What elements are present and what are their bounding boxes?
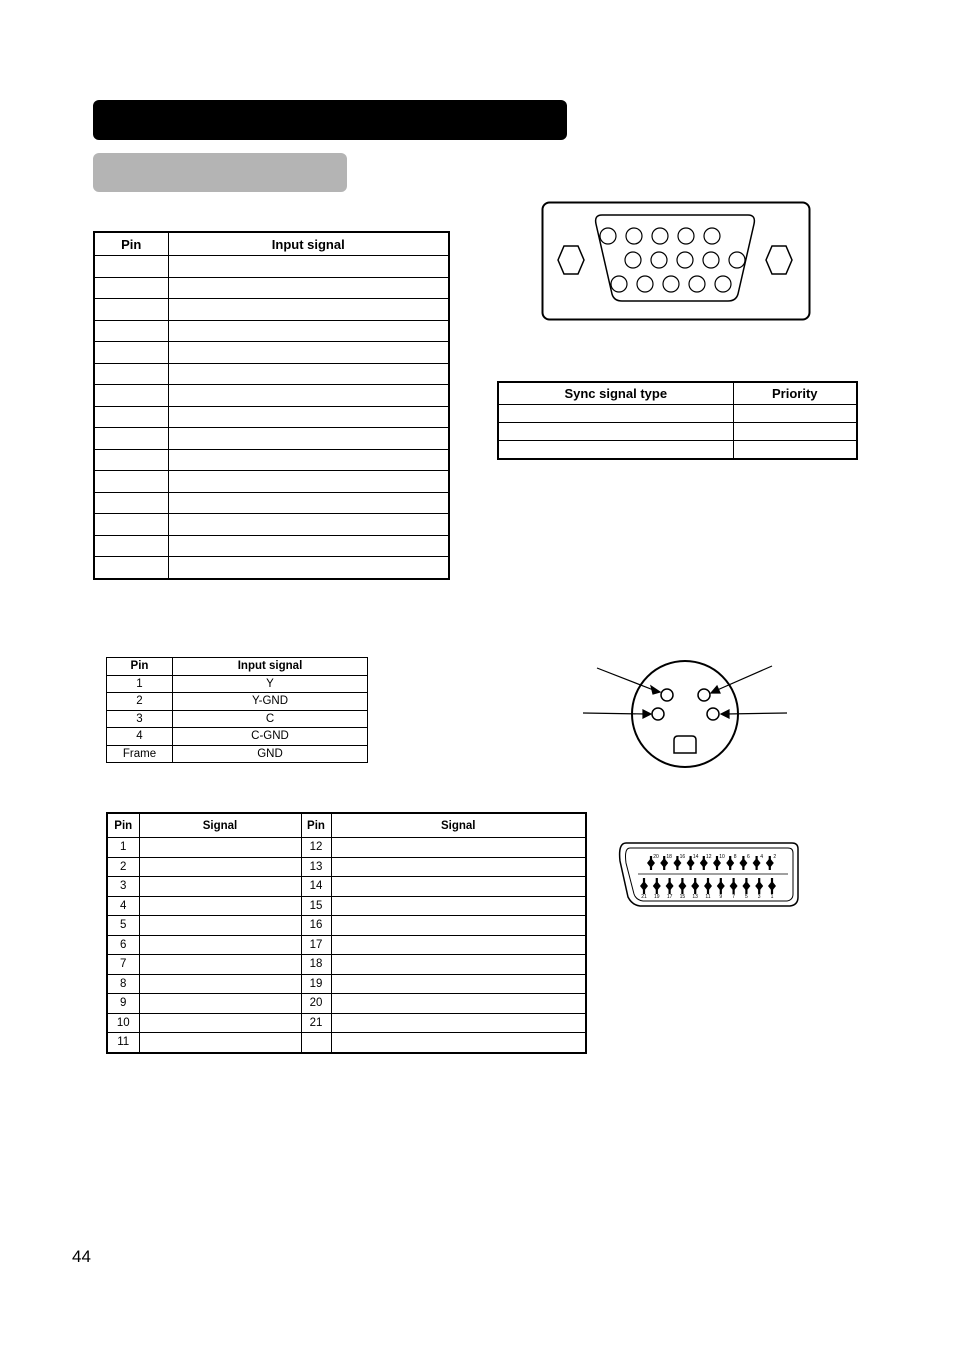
page-number: 44	[72, 1247, 91, 1266]
table-row	[107, 1033, 586, 1053]
subsection-title-bar	[93, 153, 347, 192]
scart-signal-b-cell	[331, 1033, 586, 1053]
table-row	[107, 728, 368, 746]
rgb-pin-cell	[94, 428, 168, 450]
scart-header-pin-b: Pin	[301, 813, 331, 838]
scart-pin-table	[106, 812, 587, 1054]
scart-pin-b-cell: 20	[301, 994, 331, 1014]
scart-pin-number: 6	[747, 854, 750, 860]
rgb-signal-cell	[168, 406, 449, 428]
svideo-signal-cell: C-GND	[173, 728, 368, 746]
scart-pin-b-cell: 16	[301, 916, 331, 936]
scart-pin-number: 13	[692, 894, 698, 900]
table-row	[107, 896, 586, 916]
scart-pin-number: 8	[733, 854, 737, 860]
table-row	[94, 492, 449, 514]
dsub-pin-hole	[663, 276, 679, 292]
table-row	[107, 857, 586, 877]
rgb-signal-cell	[168, 363, 449, 385]
rgb-pin-cell	[94, 514, 168, 536]
scart-signal-a-cell	[139, 877, 301, 897]
sync-header-type: Sync signal type	[498, 382, 733, 405]
scart-pin-number: 14	[692, 854, 699, 860]
scart-pin-number: 1	[770, 894, 774, 900]
sync-header-priority: Priority	[733, 382, 857, 405]
table-row	[498, 441, 857, 460]
rgb-pin-cell	[94, 277, 168, 299]
table-row	[94, 449, 449, 471]
dsub-pin-hole	[651, 252, 667, 268]
rgb-pin-cell	[94, 385, 168, 407]
table-row	[107, 994, 586, 1014]
svideo-pin-cell: 3	[107, 710, 173, 728]
dsub-pin-hole	[677, 252, 693, 268]
scart-pin-number: 19	[654, 894, 660, 900]
rgb-signal-cell	[168, 385, 449, 407]
scart-pin-b-cell: 17	[301, 935, 331, 955]
table-row	[94, 428, 449, 450]
rgb-signal-cell	[168, 320, 449, 342]
table-row	[94, 320, 449, 342]
rgb-signal-cell	[168, 535, 449, 557]
sync-priority-cell	[733, 423, 857, 441]
scart-pin-number: 9	[719, 894, 723, 900]
rgb-pin-cell	[94, 256, 168, 278]
scart-pin-a-cell: 10	[107, 1013, 139, 1033]
scart-signal-a-cell	[139, 955, 301, 975]
rgb-signal-cell	[168, 428, 449, 450]
scart-pin-number: 21	[641, 894, 647, 900]
scart-signal-a-cell	[139, 1013, 301, 1033]
dsub-pin-hole	[625, 252, 641, 268]
rgb-signal-cell	[168, 299, 449, 321]
svideo-signal-cell: GND	[173, 745, 368, 763]
rgb-pin-table	[93, 231, 450, 580]
svideo-header-pin: Pin	[107, 658, 173, 676]
scart-pin-b-cell	[301, 1033, 331, 1053]
scart-header-pin-a: Pin	[107, 813, 139, 838]
scart-pin-number: 5	[745, 894, 748, 900]
scart-pin-number: 10	[719, 854, 725, 860]
scart-pin-a-cell: 1	[107, 838, 139, 858]
svideo-signal-cell: Y	[173, 675, 368, 693]
rgb-signal-cell	[168, 471, 449, 493]
scart-pin-number: 16	[679, 854, 686, 860]
scart-pin-number: 12	[706, 854, 712, 860]
scart-signal-a-cell	[139, 896, 301, 916]
table-row	[94, 557, 449, 579]
scart-signal-a-cell	[139, 838, 301, 858]
rgb-signal-cell	[168, 256, 449, 278]
svideo-pin-table	[106, 657, 368, 763]
rgb-pin-cell	[94, 535, 168, 557]
table-row	[107, 675, 368, 693]
sync-type-cell	[498, 441, 733, 460]
dsub-pin-hole	[703, 252, 719, 268]
rgb-pin-cell	[94, 299, 168, 321]
scart-pin-b-cell: 21	[301, 1013, 331, 1033]
sync-priority-cell	[733, 405, 857, 423]
dsub-pin-hole	[611, 276, 627, 292]
table-row	[94, 363, 449, 385]
sync-priority-table	[497, 381, 858, 460]
table-row	[107, 693, 368, 711]
scart-pin-number: 7	[732, 894, 735, 900]
table-row	[107, 1013, 586, 1033]
table-row	[94, 406, 449, 428]
scart-pin-a-cell: 8	[107, 974, 139, 994]
rgb-signal-cell	[168, 557, 449, 579]
scart-pin-number: 11	[705, 894, 711, 900]
table-row	[107, 916, 586, 936]
scart-pin-number: 17	[666, 894, 673, 900]
scart-signal-b-cell	[331, 916, 586, 936]
section-title-bar	[93, 100, 567, 140]
table-row	[107, 838, 586, 858]
scart-signal-a-cell	[139, 994, 301, 1014]
rgb-pin-cell	[94, 320, 168, 342]
sync-type-cell	[498, 405, 733, 423]
scart-pin-number: 15	[679, 894, 686, 900]
rgb-header-signal: Input signal	[168, 232, 449, 256]
svideo-pin-cell: 2	[107, 693, 173, 711]
svideo-header-signal: Input signal	[173, 658, 368, 676]
rgb-pin-cell	[94, 557, 168, 579]
scart-signal-a-cell	[139, 935, 301, 955]
table-row	[107, 935, 586, 955]
scart-pin-number: 18	[666, 854, 672, 860]
rgb-header-pin: Pin	[94, 232, 168, 256]
scart-signal-b-cell	[331, 877, 586, 897]
scart-pin-number: 4	[760, 854, 763, 860]
table-row	[107, 745, 368, 763]
dsub-pin-hole	[715, 276, 731, 292]
table-row	[94, 256, 449, 278]
scart-pin-a-cell: 3	[107, 877, 139, 897]
svideo-signal-cell: C	[173, 710, 368, 728]
svideo-pin-cell: 4	[107, 728, 173, 746]
table-row	[94, 514, 449, 536]
svideo-pin-cell: 1	[107, 675, 173, 693]
table-row	[107, 710, 368, 728]
table-row	[107, 877, 586, 897]
scart-pin-b-cell: 18	[301, 955, 331, 975]
scart-pin-a-cell: 9	[107, 994, 139, 1014]
scart-signal-a-cell	[139, 916, 301, 936]
scart-signal-a-cell	[139, 1033, 301, 1053]
rgb-pin-cell	[94, 406, 168, 428]
rgb-signal-cell	[168, 449, 449, 471]
table-row	[107, 974, 586, 994]
rgb-pin-cell	[94, 342, 168, 364]
sync-priority-cell	[733, 441, 857, 460]
scart-pin-a-cell: 6	[107, 935, 139, 955]
rgb-pin-cell	[94, 363, 168, 385]
scart-signal-b-cell	[331, 896, 586, 916]
dsub-pin-hole	[600, 228, 616, 244]
scart-pin-a-cell: 7	[107, 955, 139, 975]
rgb-signal-cell	[168, 277, 449, 299]
rgb-signal-cell	[168, 342, 449, 364]
table-row	[107, 955, 586, 975]
dsub-pin-hole	[678, 228, 694, 244]
scart-connector-diagram	[618, 841, 800, 909]
rgb-pin-cell	[94, 492, 168, 514]
dsub-pin-hole	[689, 276, 705, 292]
table-row	[94, 342, 449, 364]
scart-pin-number: 2	[773, 854, 777, 860]
scart-header-signal-b: Signal	[331, 813, 586, 838]
scart-pin-a-cell: 2	[107, 857, 139, 877]
scart-signal-a-cell	[139, 857, 301, 877]
table-row	[94, 535, 449, 557]
table-row	[498, 405, 857, 423]
scart-header-signal-a: Signal	[139, 813, 301, 838]
rgb-pin-cell	[94, 449, 168, 471]
dsub-pin-hole	[652, 228, 668, 244]
scart-pin-b-cell: 13	[301, 857, 331, 877]
scart-signal-a-cell	[139, 974, 301, 994]
table-row	[94, 385, 449, 407]
table-row	[498, 423, 857, 441]
dsub15-connector-diagram	[540, 200, 812, 322]
scart-signal-b-cell	[331, 994, 586, 1014]
scart-pin-number: 20	[653, 854, 659, 860]
dsub-pin-hole	[626, 228, 642, 244]
scart-signal-b-cell	[331, 838, 586, 858]
dsub-pin-hole	[729, 252, 745, 268]
dsub-pin-hole	[704, 228, 720, 244]
scart-pin-a-cell: 4	[107, 896, 139, 916]
dsub-pin-hole	[637, 276, 653, 292]
table-row	[94, 471, 449, 493]
scart-pin-a-cell: 11	[107, 1033, 139, 1053]
scart-pin-a-cell: 5	[107, 916, 139, 936]
scart-pin-b-cell: 14	[301, 877, 331, 897]
scart-pin-number: 3	[757, 894, 761, 900]
svideo-pin-cell: Frame	[107, 745, 173, 763]
scart-signal-b-cell	[331, 857, 586, 877]
rgb-signal-cell	[168, 492, 449, 514]
table-row	[94, 277, 449, 299]
rgb-signal-cell	[168, 514, 449, 536]
scart-signal-b-cell	[331, 974, 586, 994]
table-row	[94, 299, 449, 321]
svideo-connector-diagram	[580, 658, 792, 770]
scart-signal-b-cell	[331, 1013, 586, 1033]
scart-pin-b-cell: 19	[301, 974, 331, 994]
scart-signal-b-cell	[331, 955, 586, 975]
rgb-pin-cell	[94, 471, 168, 493]
scart-signal-b-cell	[331, 935, 586, 955]
scart-pin-b-cell: 12	[301, 838, 331, 858]
svideo-signal-cell: Y-GND	[173, 693, 368, 711]
sync-type-cell	[498, 423, 733, 441]
scart-pin-b-cell: 15	[301, 896, 331, 916]
